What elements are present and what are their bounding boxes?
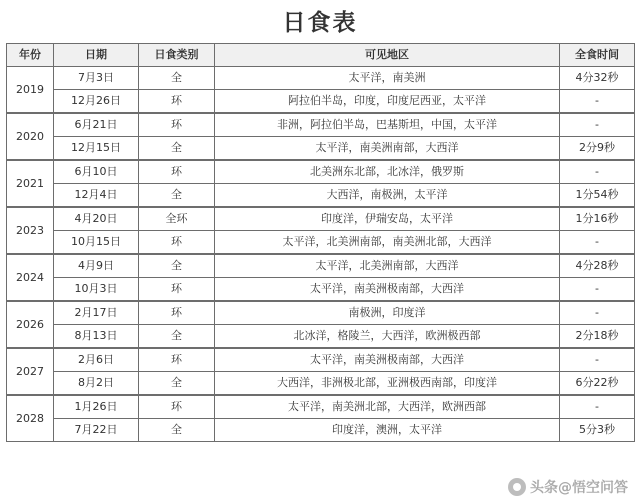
date-cell: 12月26日 bbox=[54, 90, 139, 114]
date-cell: 12月4日 bbox=[54, 184, 139, 208]
table-row bbox=[7, 301, 635, 325]
table-row bbox=[7, 184, 635, 208]
region-cell: 太平洋，南美洲南部，大西洋 bbox=[215, 137, 560, 161]
region-cell: 非洲，阿拉伯半岛，巴基斯坦，中国，太平洋 bbox=[215, 113, 560, 137]
type-cell: 环 bbox=[139, 231, 215, 255]
table-row bbox=[7, 395, 635, 419]
type-cell: 全 bbox=[139, 254, 215, 278]
watermark-text: 头条@悟空问答 bbox=[530, 480, 628, 496]
year-cell: 2019 bbox=[7, 67, 54, 114]
wukong-logo-icon bbox=[508, 478, 526, 496]
table-body bbox=[7, 67, 635, 442]
date-cell: 8月13日 bbox=[54, 325, 139, 349]
region-cell: 阿拉伯半岛，印度，印度尼西亚，太平洋 bbox=[215, 90, 560, 114]
table-row bbox=[7, 160, 635, 184]
duration-cell: 6分22秒 bbox=[560, 372, 635, 396]
duration-cell: - bbox=[560, 160, 635, 184]
year-cell: 2021 bbox=[7, 160, 54, 207]
table-row bbox=[7, 325, 635, 349]
date-cell: 10月15日 bbox=[54, 231, 139, 255]
table-row bbox=[7, 419, 635, 442]
duration-cell: - bbox=[560, 113, 635, 137]
year-cell: 2023 bbox=[7, 207, 54, 254]
type-cell: 环 bbox=[139, 113, 215, 137]
region-cell: 太平洋，北美洲南部，大西洋 bbox=[215, 254, 560, 278]
duration-cell: - bbox=[560, 278, 635, 302]
type-cell: 全 bbox=[139, 184, 215, 208]
duration-cell: - bbox=[560, 231, 635, 255]
type-cell: 环 bbox=[139, 348, 215, 372]
type-cell: 环 bbox=[139, 90, 215, 114]
date-cell: 2月17日 bbox=[54, 301, 139, 325]
type-cell: 环 bbox=[139, 301, 215, 325]
duration-cell: - bbox=[560, 348, 635, 372]
date-cell: 6月10日 bbox=[54, 160, 139, 184]
table-row bbox=[7, 90, 635, 114]
eclipse-table bbox=[6, 43, 635, 442]
table-row bbox=[7, 348, 635, 372]
date-cell: 10月3日 bbox=[54, 278, 139, 302]
table-row bbox=[7, 113, 635, 137]
header-duration: 全食时间 bbox=[560, 44, 635, 67]
type-cell: 环 bbox=[139, 278, 215, 302]
duration-cell: 4分28秒 bbox=[560, 254, 635, 278]
year-cell: 2020 bbox=[7, 113, 54, 160]
region-cell: 北美洲东北部，北冰洋，俄罗斯 bbox=[215, 160, 560, 184]
table-header-row bbox=[7, 44, 635, 67]
date-cell: 7月22日 bbox=[54, 419, 139, 442]
date-cell: 4月9日 bbox=[54, 254, 139, 278]
duration-cell: 2分9秒 bbox=[560, 137, 635, 161]
table-row bbox=[7, 67, 635, 90]
table-row bbox=[7, 207, 635, 231]
header-type: 日食类别 bbox=[139, 44, 215, 67]
watermark bbox=[508, 477, 628, 497]
duration-cell: - bbox=[560, 395, 635, 419]
date-cell: 12月15日 bbox=[54, 137, 139, 161]
region-cell: 太平洋，南美洲极南部，大西洋 bbox=[215, 348, 560, 372]
type-cell: 环 bbox=[139, 160, 215, 184]
year-cell: 2027 bbox=[7, 348, 54, 395]
region-cell: 太平洋，南美洲极南部，大西洋 bbox=[215, 278, 560, 302]
duration-cell: 1分54秒 bbox=[560, 184, 635, 208]
page-title: 日食表 bbox=[282, 10, 358, 36]
duration-cell: 4分32秒 bbox=[560, 67, 635, 90]
table-row bbox=[7, 278, 635, 302]
year-cell: 2028 bbox=[7, 395, 54, 442]
header-year: 年份 bbox=[7, 44, 54, 67]
duration-cell: 1分16秒 bbox=[560, 207, 635, 231]
region-cell: 印度洋，伊瑞安岛，太平洋 bbox=[215, 207, 560, 231]
date-cell: 2月6日 bbox=[54, 348, 139, 372]
table-row bbox=[7, 231, 635, 255]
region-cell: 太平洋，北美洲南部，南美洲北部，大西洋 bbox=[215, 231, 560, 255]
date-cell: 1月26日 bbox=[54, 395, 139, 419]
region-cell: 太平洋，南美洲北部，大西洋，欧洲西部 bbox=[215, 395, 560, 419]
type-cell: 全 bbox=[139, 372, 215, 396]
type-cell: 全 bbox=[139, 419, 215, 442]
duration-cell: 2分18秒 bbox=[560, 325, 635, 349]
header-date: 日期 bbox=[54, 44, 139, 67]
region-cell: 大西洋，非洲极北部，亚洲极西南部，印度洋 bbox=[215, 372, 560, 396]
table-row bbox=[7, 137, 635, 161]
region-cell: 太平洋，南美洲 bbox=[215, 67, 560, 90]
date-cell: 8月2日 bbox=[54, 372, 139, 396]
region-cell: 大西洋，南极洲，太平洋 bbox=[215, 184, 560, 208]
duration-cell: - bbox=[560, 301, 635, 325]
date-cell: 4月20日 bbox=[54, 207, 139, 231]
table-row bbox=[7, 372, 635, 396]
type-cell: 环 bbox=[139, 395, 215, 419]
header-region: 可见地区 bbox=[215, 44, 560, 67]
type-cell: 全 bbox=[139, 137, 215, 161]
date-cell: 7月3日 bbox=[54, 67, 139, 90]
duration-cell: 5分3秒 bbox=[560, 419, 635, 442]
table-row bbox=[7, 254, 635, 278]
region-cell: 印度洋，澳洲，太平洋 bbox=[215, 419, 560, 442]
date-cell: 6月21日 bbox=[54, 113, 139, 137]
duration-cell: - bbox=[560, 90, 635, 114]
year-cell: 2024 bbox=[7, 254, 54, 301]
type-cell: 全 bbox=[139, 325, 215, 349]
year-cell: 2026 bbox=[7, 301, 54, 348]
type-cell: 全 bbox=[139, 67, 215, 90]
region-cell: 北冰洋，格陵兰，大西洋，欧洲极西部 bbox=[215, 325, 560, 349]
type-cell: 全环 bbox=[139, 207, 215, 231]
region-cell: 南极洲，印度洋 bbox=[215, 301, 560, 325]
